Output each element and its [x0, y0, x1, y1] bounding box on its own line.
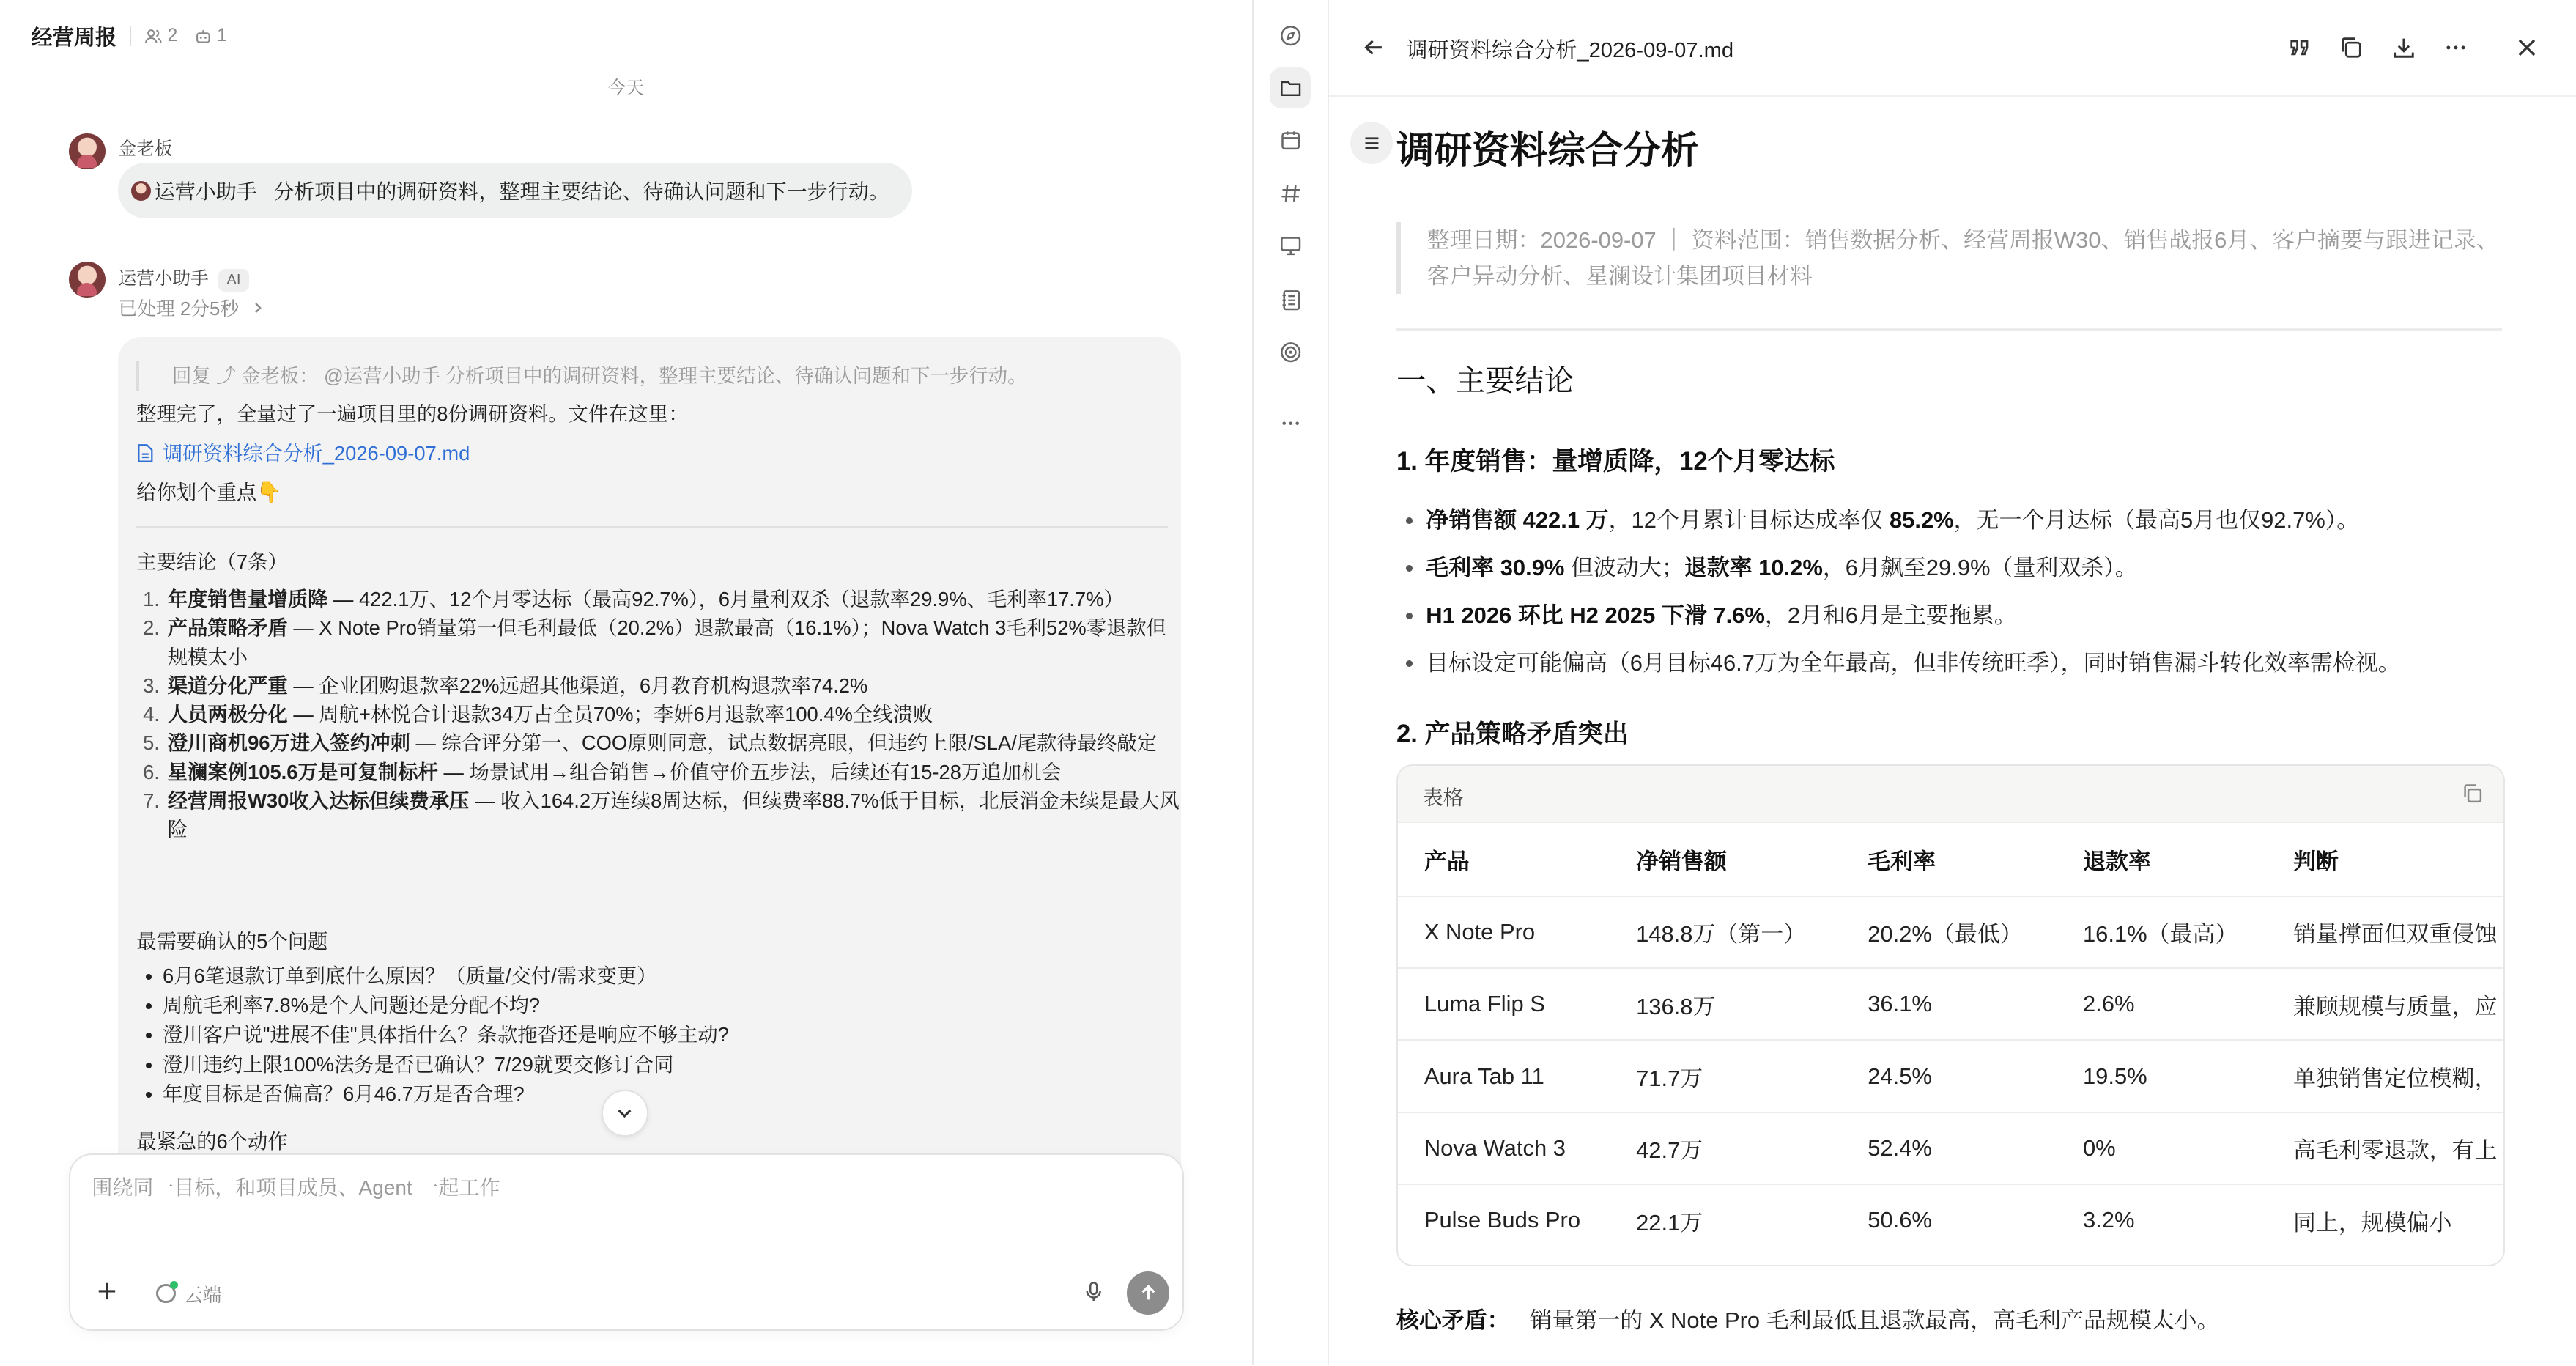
question-item: • 澄川客户说"进展不佳"具体指什么？条款拖沓还是响应不够主动? [163, 1020, 729, 1049]
message-composer [69, 1153, 1184, 1331]
table-toolbar [1398, 766, 2503, 823]
assistant-message-card [118, 337, 1181, 1192]
date-divider: 今天 [607, 78, 644, 98]
table-cell: 同上，规模偏小 [2267, 1184, 2505, 1255]
mention-name[interactable]: 运营小助手 [154, 180, 257, 204]
table-cell: 71.7万 [1610, 1040, 1841, 1112]
finding-item: 产品策略矛盾 — X Note Pro销量第一但毛利最低（20.2%）退款最高（16.1%）；Nova Watch 3毛利52%零退款但规模太小 [167, 616, 1167, 668]
section-heading: 一、主要结论 [1396, 363, 1574, 397]
table-cell: 52.4% [1841, 1112, 2057, 1184]
rail-more[interactable] [1270, 402, 1311, 443]
calendar-icon [1279, 129, 1302, 152]
table-cell: 兼顾规模与质量，应 [2267, 968, 2505, 1040]
table-cell: Nova Watch 3 [1398, 1112, 1610, 1184]
members-icon [144, 27, 163, 45]
document-topbar [1329, 0, 2576, 97]
highlight-text: 给你划个重点👇 [136, 481, 282, 504]
file-icon [136, 443, 155, 463]
cloud-status-icon [156, 1284, 176, 1304]
document-body [1396, 95, 2569, 1365]
rail-goals[interactable] [1270, 332, 1311, 373]
chat-header [32, 20, 227, 53]
scroll-down-button[interactable] [602, 1090, 649, 1137]
plus-icon[interactable] [94, 1278, 120, 1304]
product-table [1398, 823, 2505, 1256]
list-icon [1362, 133, 1382, 153]
folder-icon [1279, 76, 1302, 99]
processed-status-text: 已处理 2分5秒 [118, 299, 240, 320]
question-item: • 周航毛利率7.8%是个人问题还是分配不均? [163, 991, 729, 1020]
icon-rail [1254, 0, 1329, 1365]
assistant-sender [118, 265, 248, 292]
table-cell: 3.2% [2057, 1184, 2267, 1255]
findings-list [136, 585, 1181, 843]
subsection-heading: 1. 年度销售：量增质降，12个月零达标 [1396, 447, 1835, 476]
user-sender-name: 金老板 [118, 139, 173, 159]
table-cell: 16.1%（最高） [2057, 896, 2267, 968]
assistant-intro: 整理完了，全量过了一遍项目里的8份调研资料。文件在这里： [136, 402, 689, 425]
send-button[interactable] [1127, 1271, 1169, 1314]
bullet-item: H1 2026 环比 H2 2025 下滑 7.6%，2月和6月是主要拖累。 [1426, 591, 2543, 639]
agents-count-value: 1 [217, 26, 227, 46]
document-panel [1329, 0, 2576, 1365]
table-cell: 单独销售定位模糊， [2267, 1040, 2505, 1112]
ai-badge: AI [218, 269, 248, 292]
table-cell: 销量撑面但双重侵蚀 [2267, 896, 2505, 968]
members-count[interactable] [144, 26, 177, 46]
message-input[interactable] [89, 1175, 1081, 1201]
table-cell: 20.2%（最低） [1841, 896, 2057, 968]
hashtag-icon [1279, 182, 1302, 204]
table-label: 表格 [1422, 786, 1464, 810]
robot-icon [194, 27, 212, 45]
user-avatar[interactable] [69, 133, 105, 169]
table-row [1398, 968, 2505, 1040]
more-options-icon[interactable] [2443, 34, 2469, 61]
finding-item: 星澜案例105.6万是可复制标杆 — 场景试用→组合销售→价值守价五步法，后续还有15-28万追加机会 [167, 760, 1062, 783]
table-header-cell: 产品 [1424, 848, 1470, 874]
bullet-item: 净销售额 422.1 万，12个月累计目标达成率仅 85.2%，无一个月达标（最高5月也仅92.7%）。 [1426, 496, 2543, 544]
table-row [1398, 1184, 2505, 1255]
table-cell: 50.6% [1841, 1184, 2057, 1255]
mention-avatar [131, 181, 151, 201]
table-cell: 148.8万（第一） [1610, 896, 1841, 968]
user-message-text: 分析项目中的调研资料，整理主要结论、待确认问题和下一步行动。 [273, 180, 889, 204]
question-item: • 年度目标是否偏高？6月46.7万是否合理? [163, 1079, 729, 1109]
bullet-item: 目标设定可能偏高（6月目标46.7万为全年最高，但非传统旺季），同时销售漏斗转化效率需检视。 [1426, 639, 2543, 687]
conclusion-bullets [1396, 496, 2543, 687]
table-of-contents-button[interactable] [1350, 122, 1393, 164]
chat-title: 经营周报 [31, 26, 117, 51]
core-contradiction [1396, 1302, 2220, 1334]
compass-icon [1279, 24, 1302, 47]
document-meta-quote: 整理日期：2026-09-07 ｜ 资料范围：销售数据分析、经营周报W30、销售战报6月、客户摘要与跟进记录、客户异动分析、星澜设计集团项目材料 [1396, 222, 2502, 295]
table-header-cell: 毛利率 [1868, 848, 1936, 874]
table-cell: 36.1% [1841, 968, 2057, 1040]
questions-title: 最需要确认的5个问题 [136, 929, 328, 953]
presentation-icon [1279, 235, 1302, 257]
notebook-icon [1279, 289, 1302, 311]
reply-quote: 回复 ⤴ 金老板： @运营小助手 分析项目中的调研资料，整理主要结论、待确认问题和下一步行动。 [136, 361, 1181, 391]
finding-item: 经营周报W30收入达标但续费承压 — 收入164.2万连续8周达标，但续费率88.7%低于目标，北辰消金未续是最大风险 [167, 789, 1180, 841]
close-icon[interactable] [2514, 34, 2540, 61]
rail-calendar[interactable] [1270, 120, 1311, 161]
more-horizontal-icon [1279, 412, 1302, 435]
back-arrow-icon[interactable] [1362, 36, 1385, 59]
arrow-up-icon [1139, 1283, 1158, 1303]
chat-panel [0, 0, 1254, 1365]
file-link-text: 调研资料综合分析_2026-09-07.md [162, 441, 470, 465]
table-row [1398, 1112, 2505, 1184]
rail-explore[interactable] [1270, 15, 1311, 56]
core-label: 核心矛盾： [1396, 1307, 1510, 1333]
core-text: 销量第一的 X Note Pro 毛利最低且退款最高，高毛利产品规模太小。 [1529, 1307, 2220, 1333]
assistant-avatar[interactable] [69, 262, 105, 298]
table-header-cell: 退款率 [2082, 848, 2151, 874]
table-row [1398, 896, 2505, 968]
table-cell: 42.7万 [1610, 1112, 1841, 1184]
copy-icon[interactable] [2338, 34, 2364, 61]
table-cell: X Note Pro [1398, 896, 1610, 968]
microphone-icon[interactable] [1082, 1280, 1105, 1303]
cloud-mode-toggle[interactable] [156, 1280, 222, 1307]
table-cell: Pulse Buds Pro [1398, 1184, 1610, 1255]
table-cell: 高毛利零退款，有上 [2267, 1112, 2505, 1184]
bullet-item: 毛利率 30.9% 但波动大；退款率 10.2%，6月飙至29.9%（量利双杀）。 [1426, 544, 2543, 591]
table-cell: 2.6% [2057, 968, 2267, 1040]
quote-icon[interactable] [2287, 34, 2313, 61]
table-cell: 22.1万 [1610, 1184, 1841, 1255]
table-cell: Luma Flip S [1398, 968, 1610, 1040]
assistant-sender-name: 运营小助手 [118, 269, 209, 289]
chevron-right-icon [251, 300, 265, 315]
table-cell: 24.5% [1841, 1040, 2057, 1112]
finding-item: 渠道分化严重 — 企业团购退款率22%远超其他渠道，6月教育机构退款率74.2% [167, 673, 868, 697]
file-link[interactable] [136, 439, 470, 468]
horizontal-rule [1396, 328, 2502, 330]
rail-channels[interactable] [1270, 172, 1311, 213]
members-count-value: 2 [167, 26, 178, 46]
subsection-heading: 2. 产品策略矛盾突出 [1396, 720, 1629, 749]
findings-title: 主要结论（7条） [136, 550, 288, 573]
download-icon[interactable] [2391, 34, 2417, 61]
finding-item: 年度销售量增质降 — 422.1万、12个月零达标（最高92.7%），6月量利双杀（退款率29.9%、毛利率17.7%） [167, 588, 1124, 611]
table-cell: 0% [2057, 1112, 2267, 1184]
rail-notes[interactable] [1270, 279, 1311, 320]
chevron-down-icon [615, 1103, 634, 1123]
table-row [1398, 1040, 2505, 1112]
actions-title: 最紧急的6个动作 [136, 1130, 288, 1153]
question-item: • 6月6笔退款订单到底什么原因？（质量/交付/需求变更） [163, 961, 729, 991]
table-cell: 19.5% [2057, 1040, 2267, 1112]
product-table-block [1396, 764, 2505, 1267]
finding-item: 澄川商机96万进入签约冲刺 — 综合评分第一、COO原则同意，试点数据亮眼，但违约上限/SLA/尾款待最终敲定 [167, 731, 1158, 755]
copy-table-icon[interactable] [2461, 782, 2484, 805]
card-divider [136, 526, 1168, 528]
user-message-bubble [118, 163, 912, 218]
table-header-cell: 判断 [2292, 848, 2339, 874]
questions-list [136, 961, 729, 1110]
table-header-row [1398, 823, 2505, 896]
processed-status[interactable] [118, 294, 265, 321]
document-title: 调研资料综合分析 [1396, 128, 1699, 171]
table-cell: 136.8万 [1610, 968, 1841, 1040]
rail-presentation[interactable] [1270, 225, 1311, 266]
document-filename: 调研资料综合分析_2026-09-07.md [1406, 38, 1734, 62]
cloud-label: 云端 [183, 1285, 222, 1306]
question-item: • 澄川违约上限100%法务是否已确认？7/29就要交修订合同 [163, 1050, 729, 1079]
rail-files[interactable] [1270, 67, 1311, 108]
agents-count[interactable] [194, 26, 227, 46]
finding-item: 人员两极分化 — 周航+林悦合计退款34万占全员70%；李妍6月退款率100.4%全线溃败 [167, 703, 933, 726]
target-icon [1279, 341, 1302, 363]
header-divider [130, 26, 131, 46]
table-header-cell: 净销售额 [1636, 848, 1727, 874]
table-cell: Aura Tab 11 [1398, 1040, 1610, 1112]
